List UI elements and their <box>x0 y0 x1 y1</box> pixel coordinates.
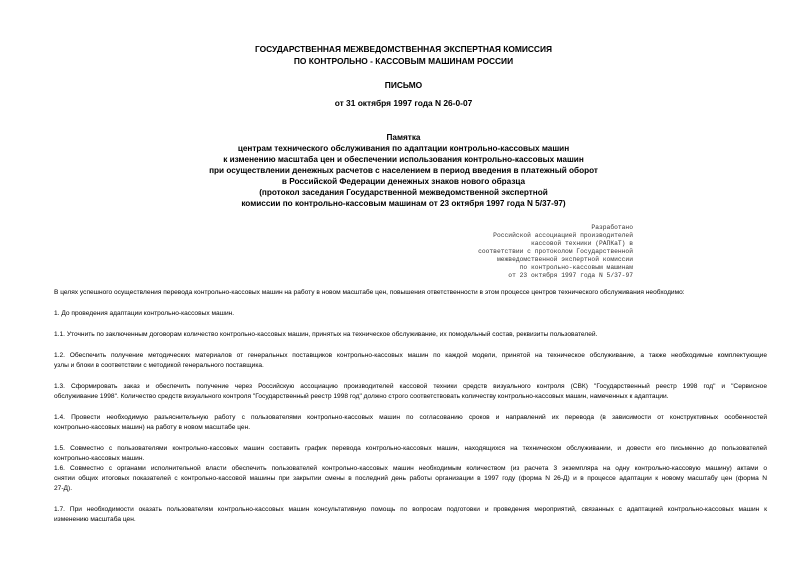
paragraph-line: 1.3. Сформировать заказ и обеспечить получение через Российскую ассоциацию производителей кассовой техники средств визуального контроля (СВК) "Государственный реестр 1998 год" и "Сервисное <box>54 383 767 390</box>
memo-title-heading: Памятка <box>386 133 421 142</box>
paragraph-line: 1.1. Уточнить по заключенным договорам количество контрольно-кассовых машин, принятых на техническое обслуживание, их помодельный состав, реквизиты пользователей. <box>54 331 598 338</box>
paragraph-line: контрольно-кассовых машин. <box>54 455 145 462</box>
paragraph-line: 1.4. Провести необходимую разъяснительную работу с пользователями контрольно-кассовых машин по согласованию сроков и направлений их перевода (в зависимости от конструктивных особенностей <box>54 414 767 421</box>
developer-note-line: Российской ассоциацией производителей <box>493 232 633 239</box>
paragraph-line: 27-Д). <box>54 485 73 492</box>
developer-note-line: от 23 октября 1997 года N 5/37-97 <box>508 272 633 279</box>
paragraph-line: 1.5. Совместно с пользователями контрольно-кассовых машин составить график перевода контрольно-кассовых машин, находящихся на техническом обслуживании, и довести его письменно до пользователей <box>54 445 767 452</box>
paragraph-line: 1.7. При необходимости оказать пользователям контрольно-кассовых машин консультативную помощь по вопросам подготовки и проведения мероприятий, связанных с адаптацией контрольно-кассовых машин к <box>54 506 767 513</box>
developer-note <box>478 224 633 280</box>
memo-title-line: при осуществлении денежных расчетов с населением в период введения в платежный оборот <box>209 166 598 175</box>
memo-title-line: в Российской Федерации денежных знаков нового образца <box>281 177 526 186</box>
paragraph-1-1 <box>54 330 767 340</box>
paragraph-line: обслуживание 1998". Количество средств визуального контроля "Государственный реестр 1998 год" должно строго соответствовать количеству контрольно-кассовых машин, намеченных к адаптации. <box>54 393 669 400</box>
paragraph-1-5 <box>54 444 767 464</box>
memo-title-line: (протокол заседания Государственной межведомственной экспертной <box>259 188 548 197</box>
org-name-line2: ПО КОНТРОЛЬНО - КАССОВЫМ МАШИНАМ РОССИИ <box>293 56 514 66</box>
developer-note-line: межведомственной экспертной комиссии <box>496 256 633 263</box>
developer-note-line: кассовой техники (РАПКаТ) в <box>530 240 633 247</box>
paragraph-line: В целях успешного осуществления перевода контрольно-кассовых машин на работу в новом масштабе цен, повышения ответственности в этом процессе центров технического обслуживания необходимо: <box>54 289 685 296</box>
paragraph-1 <box>54 309 767 319</box>
developer-note-line: Разработано <box>591 224 633 231</box>
paragraph-1-2 <box>54 351 767 371</box>
memo-title-line: центрам технического обслуживания по адаптации контрольно-кассовых машин <box>237 144 570 153</box>
paragraph-line: снятии общих итоговых показателей с контрольно-кассовой машины при закрытии смены в последний день работы организации в 1997 году (форма N 26-Д) и в процессе адаптации к новому масштабу цен (форма N <box>54 475 767 482</box>
doc-type: ПИСЬМО <box>384 80 423 90</box>
paragraph-line: контрольно-кассовых машин) на работу в новом масштабе цен. <box>54 424 251 431</box>
paragraph-1-3 <box>54 382 767 402</box>
paragraph-1-4 <box>54 413 767 433</box>
paragraph-line: 1. До проведения адаптации контрольно-кассовых машин. <box>54 310 235 317</box>
paragraph-line: 1.2. Обеспечить получение методических материалов от генеральных поставщиков контрольно-кассовых машин по каждой модели, принятой на техническое обслуживание, а также необходимые комплектующие <box>54 352 767 359</box>
intro-paragraph <box>54 288 767 298</box>
org-name-line1: ГОСУДАРСТВЕННАЯ МЕЖВЕДОМСТВЕННАЯ ЭКСПЕРТНАЯ КОМИССИЯ <box>254 44 553 54</box>
paragraph-line: узлы и блоки в соответствии с методикой генерального поставщика. <box>54 362 264 369</box>
paragraph-line: изменению масштаба цен. <box>54 516 136 523</box>
paragraph-line: 1.6. Совместно с органами исполнительной власти обеспечить пользователей контрольно-кассовых машин необходимым количеством (из расчета 3 экземпляра на одну контрольно-кассовую машину) актами о <box>54 465 767 472</box>
developer-note-line: по контрольно-кассовым машинам <box>519 264 633 271</box>
developer-note-line: соответствии с протоколом Государственной <box>478 248 633 255</box>
paragraph-1-7 <box>54 505 767 525</box>
memo-title-line: комиссии по контрольно-кассовым машинам от 23 октября 1997 года N 5/37-97) <box>241 199 566 208</box>
memo-title-line: к изменению масштаба цен и обеспечении использования контрольно-кассовых машин <box>223 155 584 164</box>
doc-date: от 31 октября 1997 года N 26-0-07 <box>334 98 473 108</box>
paragraph-1-6 <box>54 464 767 494</box>
